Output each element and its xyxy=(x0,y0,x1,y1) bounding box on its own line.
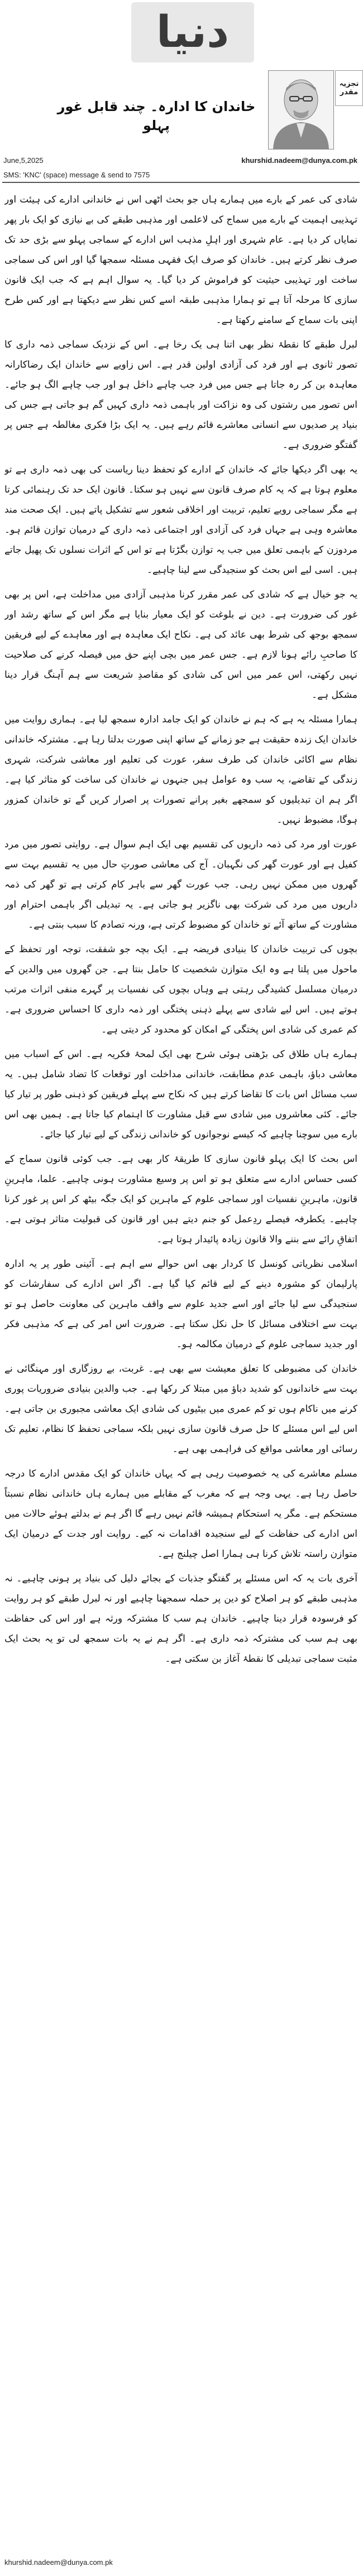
article-body xyxy=(4,190,357,2549)
column-badge-line2: مقدر xyxy=(340,88,359,97)
article-paragraph: ہمارے ہاں طلاق کی بڑھتی ہوئی شرح بھی ایک لمحۂ فکریہ ہے۔ اس کے اسباب میں معاشی دباؤ، باہمی عدم مطابقت، خاندانی مداخلت اور توقعات کا تضاد شامل ہیں۔ یہ سب مسائل اس بات کا تقاضا کرتے ہیں کہ نکاح سے پہلے فریقین کو ذہنی طور پر تیار کیا جائے۔ کئی معاشروں میں شادی سے قبل مشاورت کا اہتمام کیا جاتا ہے۔ ہمیں بھی اس بارے میں سوچنا چاہیے کہ کیسے نوجوانوں کو خاندانی زندگی کے لیے تیار کیا جائے۔ xyxy=(4,1049,357,1140)
article-paragraph: عورت اور مرد کی ذمہ داریوں کی تقسیم بھی ایک اہم سوال ہے۔ روایتی تصور میں مرد کفیل ہے اور عورت گھر کی نگہبان۔ آج کی معاشی صورتِ حال میں یہ تقسیم بہت سے گھروں میں ممکن نہیں رہی۔ جب عورت گھر سے باہر کام کرتی ہے تو گھر کی ذمہ داریوں میں مرد کی شرکت بھی ناگزیر ہو جاتی ہے۔ یہ تبدیلی اگر باہمی احترام اور مشاورت کے ساتھ آئے تو خاندان کو مضبوط کرتی ہے، ورنہ تصادم کا سبب بنتی ہے۔ xyxy=(4,839,357,930)
article-paragraph: مسلم معاشرے کی یہ خصوصیت رہی ہے کہ یہاں خاندان کو ایک مقدس ادارے کا درجہ حاصل رہا ہے۔ یہی وجہ ہے کہ مغرب کے مقابلے میں ہمارے ہاں خاندانی نظام نسبتاً مستحکم ہے۔ مگر یہ استحکام ہمیشہ قائم نہیں رہے گا اگر ہم نے بدلتے ہوئے حالات میں اس ادارے کی حفاظت کے لیے سنجیدہ اقدامات نہ کیے۔ روایت اور جدت کے درمیان ایک متوازن راستہ تلاش کرنا ہی ہمارا اصل چیلنج ہے۔ xyxy=(4,1468,357,1560)
footer-email[interactable]: khurshid.nadeem@dunya.com.pk xyxy=(4,2558,113,2567)
article-paragraph: لبرل طبقے کا نقطۂ نظر بھی اتنا ہی یک رخا ہے۔ اس کے نزدیک سماجی ذمہ داری کا تصور ثانوی ہے اور فرد کی آزادی اولین قدر ہے۔ اس زاویے سے خاندان ایک رضاکارانہ معاہدہ بن کر رہ جاتا ہے جس میں فرد جب چاہے داخل ہو اور جب چاہے الگ ہو جائے۔ اس تصور میں رشتوں کی وہ نزاکت اور باہمی ذمہ داری کہیں گم ہو جاتی ہے جس کی بنیاد پر صدیوں سے انسانی معاشرے قائم رہے ہیں۔ یہ ایک بڑا فکری مغالطہ ہے جس پر گفتگو ضروری ہے۔ xyxy=(4,339,357,451)
author-email[interactable]: khurshid.nadeem@dunya.com.pk xyxy=(241,156,357,165)
logo-wordmark: دنیا xyxy=(156,7,230,57)
column-headline: خاندان کا ادارہ۔ چند قابل غور پہلو xyxy=(57,99,256,134)
article-paragraph: ہمارا مسئلہ یہ ہے کہ ہم نے خاندان کو ایک جامد ادارہ سمجھ لیا ہے۔ ہماری روایت میں خاندان ایک زندہ حقیقت ہے جو زمانے کے ساتھ اپنی صورت بدلتا رہا ہے۔ مشترکہ خاندانی نظام سے اکائی خاندان کی طرف سفر، عورت کی تعلیم اور معاشی شرکت، شہری زندگی کے تقاضے، یہ سب وہ عوامل ہیں جنہوں نے خاندان کی ساخت کو متاثر کیا ہے۔ اگر ہم ان تبدیلیوں کو سمجھے بغیر پرانے تصورات پر اصرار کریں گے تو خاندان کمزور ہوگا، مضبوط نہیں۔ xyxy=(4,714,357,826)
sms-instruction: SMS: 'KNC' (space) message & send to 7575 xyxy=(3,171,150,179)
byline-section xyxy=(0,67,363,184)
column-badge xyxy=(335,70,363,106)
masthead xyxy=(0,0,363,66)
article-paragraph: بچوں کی تربیت خاندان کا بنیادی فریضہ ہے۔ ایک بچہ جو شفقت، توجہ اور تحفظ کے ماحول میں پلتا ہے وہ ایک متوازن شخصیت کا حامل بنتا ہے۔ جن گھروں میں والدین کے درمیان مسلسل کشیدگی رہتی ہے وہاں بچوں کی نفسیات پر گہرے منفی اثرات مرتب ہوتے ہیں۔ اس لیے شادی سے پہلے ذہنی پختگی اور ذمہ داری کا احساس ضروری ہے۔ کم عمری کی شادی اس پختگی کے امکان کو محدود کر دیتی ہے۔ xyxy=(4,944,357,1035)
byline-divider xyxy=(2,182,360,183)
author-photo xyxy=(268,70,334,149)
article-paragraph: شادی کی عمر کے بارے میں ہمارے ہاں جو بحث اٹھی اس نے خاندانی ادارے کی ہیئت اور تہذیبی اہمیت کے بارے میں سماج کی لاعلمی اور مذہبی طبقے کی بے نیازی کو ایک بار پھر نمایاں کر دیا ہے۔ عام شہری اور اہلِ مذہب اس ادارے کے سماجی پہلو سے بڑی حد تک صرف نظر کرتے ہیں۔ خاندان کو صرف ایک فقہی مسئلہ سمجھا گیا اور اس کی سماجی ساخت اور تہذیبی حیثیت کو فراموش کر دیا گیا۔ یہ سوال اہم ہے کہ جب ایک قانون سازی کا مرحلہ آتا ہے تو ہمارا مذہبی طبقہ اسے کس نظر سے دیکھتا ہے اور کس طرح اپنی بات سماج کے سامنے رکھتا ہے۔ xyxy=(4,194,357,326)
column-badge-line1: تجزیہ xyxy=(339,80,359,88)
newspaper-logo xyxy=(131,2,254,62)
article-paragraph: اس بحث کا ایک پہلو قانون سازی کا طریقۂ کار بھی ہے۔ جب کوئی قانون سماج کے کسی حساس ادارے سے متعلق ہو تو اس پر وسیع مشاورت ہونی چاہیے۔ علما، ماہرینِ قانون، ماہرینِ نفسیات اور سماجی علوم کے ماہرین کو ایک جگہ بیٹھ کر اس پر غور کرنا چاہیے۔ یکطرفہ فیصلے ردِعمل کو جنم دیتے ہیں اور قانون کی قبولیت متاثر ہوتی ہے۔ اتفاقِ رائے سے بننے والا قانون زیادہ پائیدار ہوتا ہے۔ xyxy=(4,1154,357,1245)
article-paragraph: یہ جو خیال ہے کہ شادی کی عمر مقرر کرنا مذہبی آزادی میں مداخلت ہے، اس پر بھی غور کی ضرورت ہے۔ دین نے بلوغت کو ایک معیار بنایا ہے مگر اس کے ساتھ رشد اور سمجھ بوجھ کی شرط بھی عائد کی ہے۔ نکاح ایک معاہدہ ہے اور معاہدے کے لیے فریقین کا صاحبِ رائے ہونا لازم ہے۔ جس عمر میں بچی اپنے حق میں فیصلہ کرنے کی صلاحیت نہیں رکھتی، اس عمر میں اس کی شادی کو مقاصدِ شریعت سے ہم آہنگ قرار دینا مشکل ہے۔ xyxy=(4,589,357,701)
publish-date: June,5,2025 xyxy=(3,156,44,165)
article-paragraph: اسلامی نظریاتی کونسل کا کردار بھی اس حوالے سے اہم ہے۔ آئینی طور پر یہ ادارہ پارلیمان کو مشورہ دینے کے لیے قائم کیا گیا ہے۔ اگر اس ادارے کی سفارشات کو سنجیدگی سے لیا جائے اور اسے جدید علوم سے واقف ماہرین کی معاونت حاصل ہو تو بہت سے اختلافی مسائل کا حل نکل سکتا ہے۔ ضرورت اس امر کی ہے کہ مذہبی فکر اور جدید سماجی علوم کے درمیان مکالمہ ہو۔ xyxy=(4,1258,357,1350)
article-paragraph: یہ بھی اگر دیکھا جائے کہ خاندان کے ادارے کو تحفظ دینا ریاست کی بھی ذمہ داری ہے تو معلوم ہوتا ہے کہ یہ کام صرف قانون سے نہیں ہو سکتا۔ قانون ایک حد تک رہنمائی کرتا ہے مگر سماجی رویے تعلیم، تربیت اور اخلاقی شعور سے تشکیل پاتے ہیں۔ ایک صحت مند معاشرہ وہی ہے جہاں فرد کی آزادی اور اجتماعی ذمہ داری کے درمیان توازن قائم ہو۔ مردوزن کے باہمی تعلق میں جب یہ توازن بگڑتا ہے تو اس کے اثرات نسلوں تک پھیل جاتے ہیں۔ اسی لیے اس بحث کو سنجیدگی سے لینا چاہیے۔ xyxy=(4,464,357,576)
author-portrait-icon xyxy=(269,71,333,149)
article-paragraph: خاندان کی مضبوطی کا تعلق معیشت سے بھی ہے۔ غربت، بے روزگاری اور مہنگائی نے بہت سے خاندانوں کو شدید دباؤ میں مبتلا کر رکھا ہے۔ جب والدین بنیادی ضروریات پوری کرنے میں ناکام ہوں تو کم عمری میں بیٹیوں کی شادی ایک معاشی مجبوری بن جاتی ہے۔ اس لیے اس مسئلے کا حل صرف قانون سازی نہیں بلکہ سماجی تحفظ کا نظام، تعلیم تک رسائی اور معاشی مواقع کی فراہمی بھی ہے۔ xyxy=(4,1363,357,1455)
article-paragraph: آخری بات یہ کہ اس مسئلے پر گفتگو جذبات کے بجائے دلیل کی بنیاد پر ہونی چاہیے۔ نہ مذہبی طبقے کو ہر اصلاح کو دین پر حملہ سمجھنا چاہیے اور نہ لبرل طبقے کو ہر روایت کو فرسودہ قرار دینا چاہیے۔ خاندان ہم سب کا مشترکہ ورثہ ہے اور اس کی حفاظت بھی ہم سب کی مشترکہ ذمہ داری ہے۔ اگر ہم نے یہ بات سمجھ لی تو یہ بحث ایک مثبت سماجی تبدیلی کا نقطۂ آغاز بن سکتی ہے۔ xyxy=(4,1573,357,1665)
